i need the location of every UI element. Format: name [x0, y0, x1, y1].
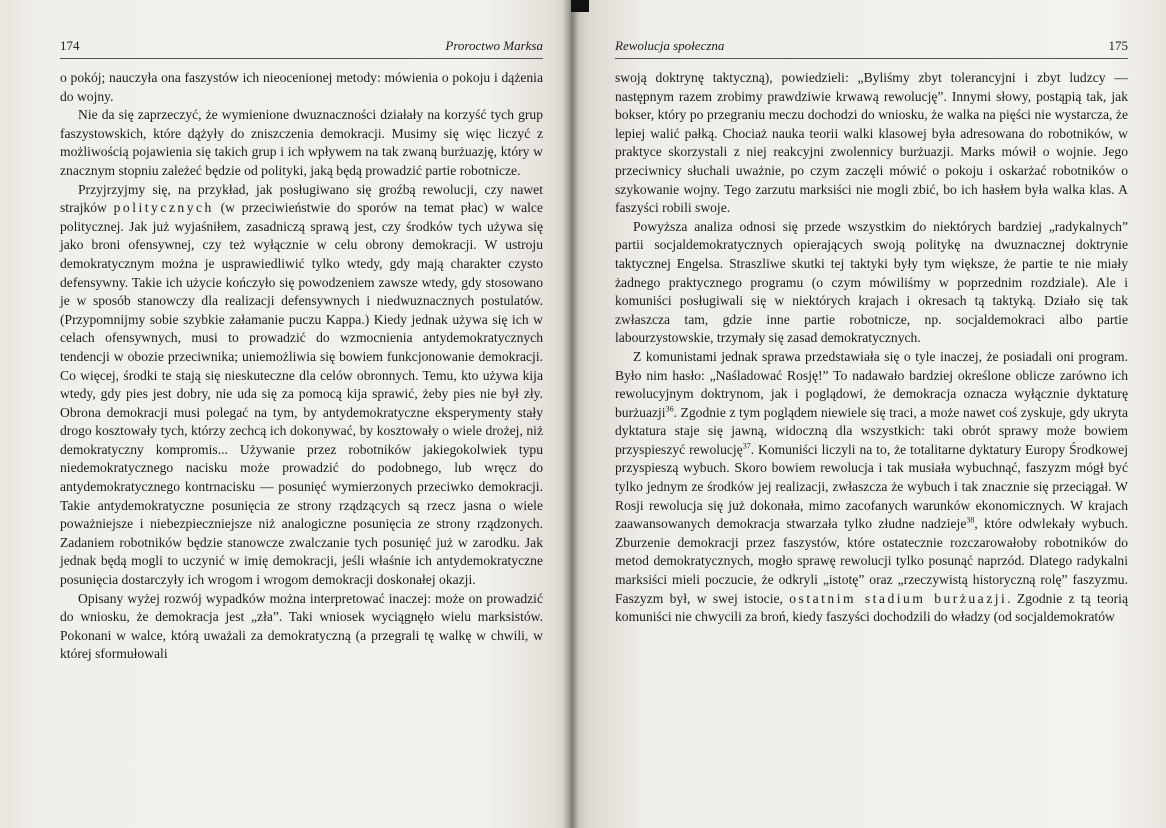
page-corner-shadow — [571, 0, 589, 12]
paragraph: o pokój; nauczyła ona faszystów ich nieocenionej metody: mówienia o pokoju i dążenia do wojny. — [60, 70, 543, 104]
footnote-marker: 38 — [966, 515, 975, 525]
footnote-marker: 37 — [742, 441, 751, 451]
emphasized-text: politycznych — [113, 200, 214, 216]
page-number: 174 — [60, 38, 80, 53]
right-page-header — [615, 38, 1128, 59]
page-number: 175 — [1108, 38, 1128, 53]
emphasized-text: ostatnim stadium burżuazji — [789, 590, 1008, 606]
running-title: Rewolucja społeczna — [615, 38, 725, 53]
footnote-marker: 36 — [665, 404, 674, 414]
left-page-header — [60, 38, 543, 59]
paragraph: Opisany wyżej rozwój wypadków można interpretować inaczej: może on prowadzić do wniosku, że demokracja jest „zła”. Taki wniosek wyciągnęło wielu marksistów. Pokonani w walce, którą uważali za demokratyczną (a przegrali tę walkę w chwili, w której sformułowali — [60, 590, 543, 662]
paragraph: swoją doktrynę taktyczną), powiedzieli: „Byliśmy zbyt tolerancyjni i zbyt ludzcy — następnym razem zrobimy prawdziwie krwawą rewolucję”. Innymi słowy, postąpią tak, jak bokser, który po przegraniu meczu dochodzi do wniosku, że walka na pięści nie wystarcza, że lepiej walić pałką. Chociaż nauka teorii walki klasowej była adresowana do robotników, w praktyce skorzystali z niej reakcyjni zwolennicy burżuazji. Marks mówił o wojnie. Jego przeciwnicy słuchali uważnie, po czym zaczęli mówić o pokoju i oskarżać robotników o szykowanie wojny. Tego zarzutu marksiści nie mogli zbić, bo ich hasłem była walka klas. A faszyści robili swoje. — [615, 70, 1128, 216]
book-gutter — [563, 0, 579, 828]
right-page — [571, 0, 1166, 828]
left-page — [0, 0, 571, 828]
paragraph: Nie da się zaprzeczyć, że wymienione dwuznaczności działały na korzyść tych grup faszystowskich, które dążyły do zniszczenia demokracji. Musimy się więc liczyć z możliwością pojawienia się takich grup i ich wpływem na tak zwaną burżuazję, który w znacznym stopniu zależeć będzie od polityki, jaką będą prowadzić partie robotnicze. — [60, 107, 543, 178]
paragraph: Z komunistami jednak sprawa przedstawiała się o tyle inaczej, że posiadali oni program. Było nim hasło: „Naśladować Rosję!” To nadawało bardziej określone oblicze zarówno ich rewolucyjnym doktrynom, jak i poglądowi, że demokracja oznacza wyłącznie dyktaturę burżuazji$^{36}$. Zgodnie z tym poglądem niewiele się traci, a może nawet coś zyskuje, gdy ukryta dyktatura staje się jawną, widoczną dla wszystkich: taki obrót sprawy może bowiem przyspieszyć rewolucję$^{37}$. Komuniści liczyli na to, że totalitarne dyktatury Europy Środkowej przyspieszą wybuch. Skoro bowiem rewolucja i tak musiała wybuchnąć, faszyzm mógł być tylko jednym ze środków jej realizacji, zwłaszcza że wybuch i tak znacznie się przeciągał. W Rosji rewolucja się już dokonała, mimo zacofanych warunków ekonomicznych. W krajach zaawansowanych demokracja stwarzała tylko złudne nadzieje$^{38}$, które odwlekały wybuch. Zburzenie demokracji przez faszystów, które ostatecznie rozczarowałoby robotników do metod demokratycznych, mogło sprawę rewolucji tylko posunąć naprzód. Dlatego radykalni marksiści mieli poczucie, że odkryli „istotę” oraz „rzeczywistą historyczną rolę” faszyzmu. Faszyzm był, w swej istocie, ostatnim stadium burżuazji. Zgodnie z tą teorią komuniści nie chwycili za broń, kiedy faszyści dochodzili do władzy (od socjaldemokratów — [615, 348, 1128, 625]
running-title: Proroctwo Marksa — [445, 38, 543, 53]
right-page-body — [615, 69, 1128, 627]
paragraph: Powyższa analiza odnosi się przede wszystkim do niektórych bardziej „radykalnych” partii socjaldemokratycznych opierających swoją politykę na dwuznacznej doktrynie taktycznej Engelsa. Straszliwe skutki tej taktyki były tym większe, że partie te nie miały żadnego praktycznego programu (o czym mówiliśmy w poprzednim rozdziale). Ale i komuniści posługiwali się w niektórych krajach i okresach tą taktyką. Działo się tak zwłaszcza tam, gdzie inne partie robotnicze, np. socjaldemokraci albo partie labourzystowskie, trzymały się zasad demokratycznych. — [615, 218, 1128, 346]
paragraph: Przyjrzyjmy się, na przykład, jak posługiwano się groźbą rewolucji, czy nawet strajków politycznych (w przeciwieństwie do sporów na temat płac) w walce politycznej. Jak już wyjaśniłem, zasadniczą sprawą jest, czy środków tych używa się jako broni ofensywnej, czy też wyłącznie w celu obrony demokracji. W ustroju demokratycznym można je usprawiedliwić tylko wtedy, gdy mają charakter czysto defensywny. Takie ich użycie kończyło się powodzeniem zawsze wtedy, gdy stosowano je w sposób stanowczy dla realizacji defensywnych i niedwuznacznych postulatów. (Przypomnijmy sobie szybkie załamanie puczu Kappa.) Kiedy jednak używa się ich w celach ofensywnych, musi to prowadzić do wzmocnienia antydemokratycznych tendencji w obozie przeciwnika; uniemożliwia się bowiem funkcjonowanie demokracji. Co więcej, środki te stają się nieskuteczne dla celów obronnych. Temu, kto używa kija wtedy, gdy pies jest dobry, nie uda się za pomocą kija sprawić, żeby pies nie był zły. Obrona demokracji musi polegać na tym, by antydemokratyczne eksperymenty stały drogo kosztowały tych, którzy zechcą ich dokonywać, by kosztowały o wiele drożej, niż demokratyczny kompromis... Używanie przez robotników jakiegokolwiek typu niedemokratycznego nacisku może prowadzić do podobnego, lub wręcz do antydemokratycznego kontrnacisku — posunięć wymierzonych przeciwko demokracji. Takie antydemokratyczne posunięcia ze strony rządzących są rzecz jasna o wiele poważniejsze i niebezpieczniejsze niż analogiczne posunięcia ze strony rządzonych. Zadaniem robotników będzie stanowcze zwalczanie tych posunięć już w zarodku. Jak jednak będą mogli to uczynić w imię demokracji, jeśli właśnie ich antydemokratyczne posunięcia dostarczyły ich wrogom i wrogom demokracji doskonałej okazji. — [60, 181, 544, 588]
left-page-body — [60, 69, 543, 664]
